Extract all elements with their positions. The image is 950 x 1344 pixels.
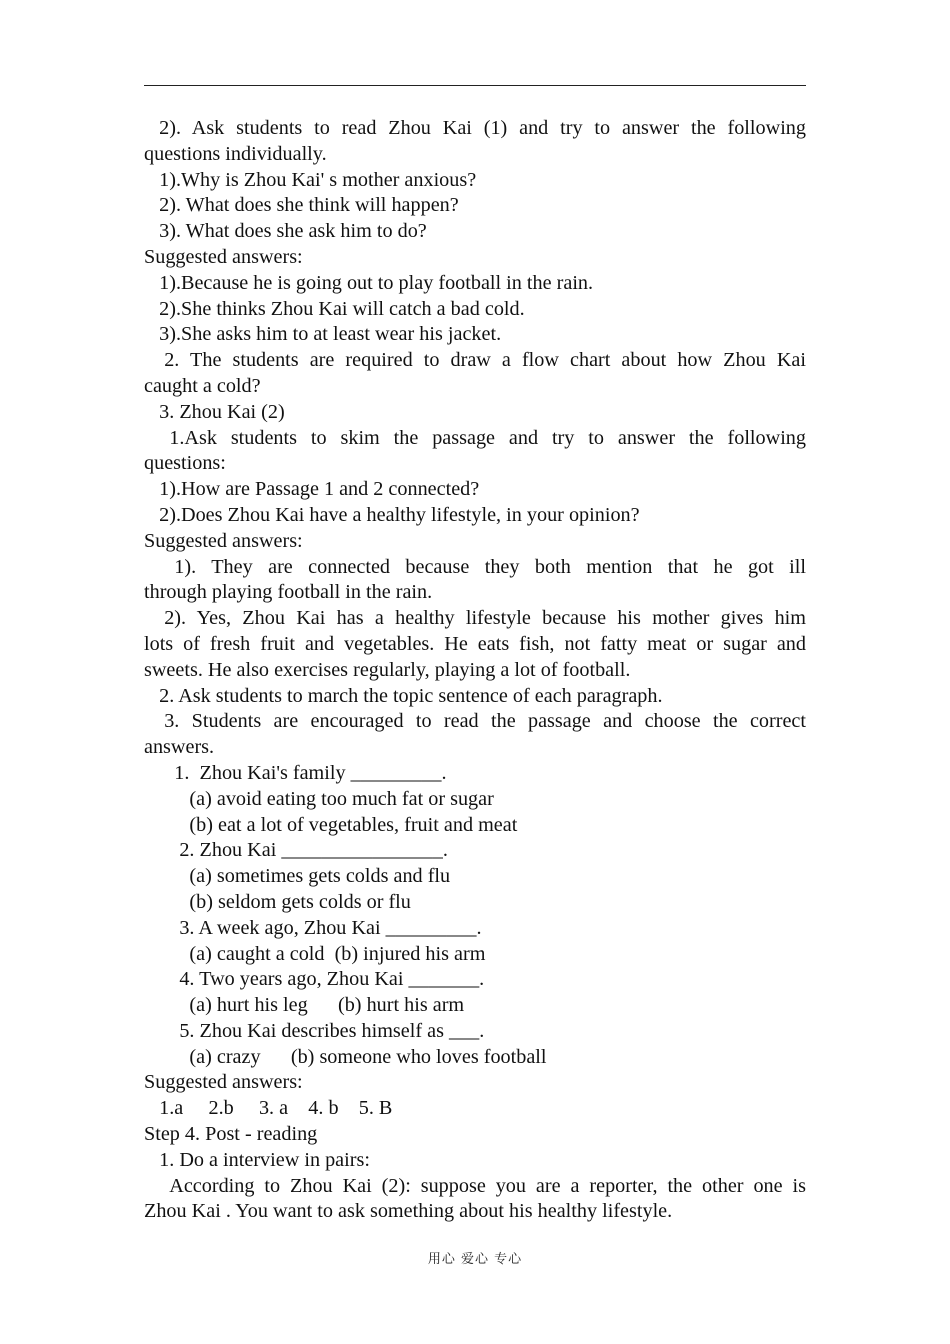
text-line: Suggested answers:: [144, 1071, 303, 1094]
text-line: (b) eat a lot of vegetables, fruit and meat: [144, 813, 518, 836]
text-line: 1). They are connected because they both mention that he got ill: [174, 555, 806, 578]
text-line: Suggested answers:: [144, 529, 303, 552]
text-line: 1.a 2.b 3. a 4. b 5. B: [144, 1097, 393, 1120]
text-line: 3. Students are encouraged to read the passage and choose the correct: [164, 710, 806, 733]
text-line: Zhou Kai . You want to ask something about his healthy lifestyle.: [144, 1200, 673, 1223]
text-line: caught a cold?: [144, 374, 261, 397]
text-line: 3).She asks him to at least wear his jacket.: [144, 323, 502, 346]
text-line: 5. Zhou Kai describes himself as ___.: [144, 1019, 485, 1042]
text-line: questions:: [144, 452, 226, 475]
text-line: 4. Two years ago, Zhou Kai _______.: [144, 968, 485, 991]
text-line: 2). What does she think will happen?: [144, 194, 459, 217]
text-line: 2).She thinks Zhou Kai will catch a bad cold.: [144, 297, 525, 320]
text-line: 1.Ask students to skim the passage and try to answer the following: [169, 426, 806, 449]
header-rule: [144, 85, 806, 86]
text-line: According to Zhou Kai (2): suppose you are a reporter, the other one is: [169, 1174, 806, 1197]
text-line: 1).Why is Zhou Kai' s mother anxious?: [144, 168, 477, 191]
text-line: (a) hurt his leg (b) hurt his arm: [144, 994, 465, 1017]
text-line: (a) caught a cold (b) injured his arm: [144, 942, 486, 965]
text-line: sweets. He also exercises regularly, playing a lot of football.: [144, 658, 631, 681]
text-line: 3. Zhou Kai (2): [144, 400, 285, 423]
text-line: 1. Do a interview in pairs:: [144, 1148, 370, 1171]
text-line: 2). Ask students to read Zhou Kai (1) and try to answer the following: [159, 117, 806, 139]
document-body: [144, 116, 806, 1225]
text-line: answers.: [144, 736, 215, 759]
text-line: 3. A week ago, Zhou Kai _________.: [144, 916, 482, 939]
text-line: (a) crazy (b) someone who loves football: [144, 1045, 547, 1068]
text-line: 2).Does Zhou Kai have a healthy lifestyle, in your opinion?: [144, 503, 640, 526]
text-line: through playing football in the rain.: [144, 581, 433, 604]
text-line: questions individually.: [144, 142, 327, 165]
text-line: (b) seldom gets colds or flu: [144, 890, 411, 913]
text-line: Step 4. Post - reading: [144, 1123, 318, 1146]
text-line: 1).Because he is going out to play football in the rain.: [144, 271, 594, 294]
text-line: 2). Yes, Zhou Kai has a healthy lifestyle because his mother gives him: [164, 607, 806, 630]
text-line: 1).How are Passage 1 and 2 connected?: [144, 478, 480, 501]
text-line: 2. The students are required to draw a flow chart about how Zhou Kai: [164, 349, 806, 372]
page-footer: 用心 爱心 专心: [427, 1252, 523, 1267]
text-line: lots of fresh fruit and vegetables. He eats fish, not fatty meat or sugar and: [144, 632, 806, 655]
text-line: (a) sometimes gets colds and flu: [144, 865, 451, 888]
text-line: 2. Ask students to march the topic sentence of each paragraph.: [144, 684, 663, 707]
text-line: 2. Zhou Kai ________________.: [144, 839, 448, 862]
text-line: 1. Zhou Kai's family _________.: [144, 761, 447, 784]
text-line: 3). What does she ask him to do?: [144, 220, 427, 243]
text-line: Suggested answers:: [144, 245, 303, 268]
text-line: (a) avoid eating too much fat or sugar: [144, 787, 494, 810]
